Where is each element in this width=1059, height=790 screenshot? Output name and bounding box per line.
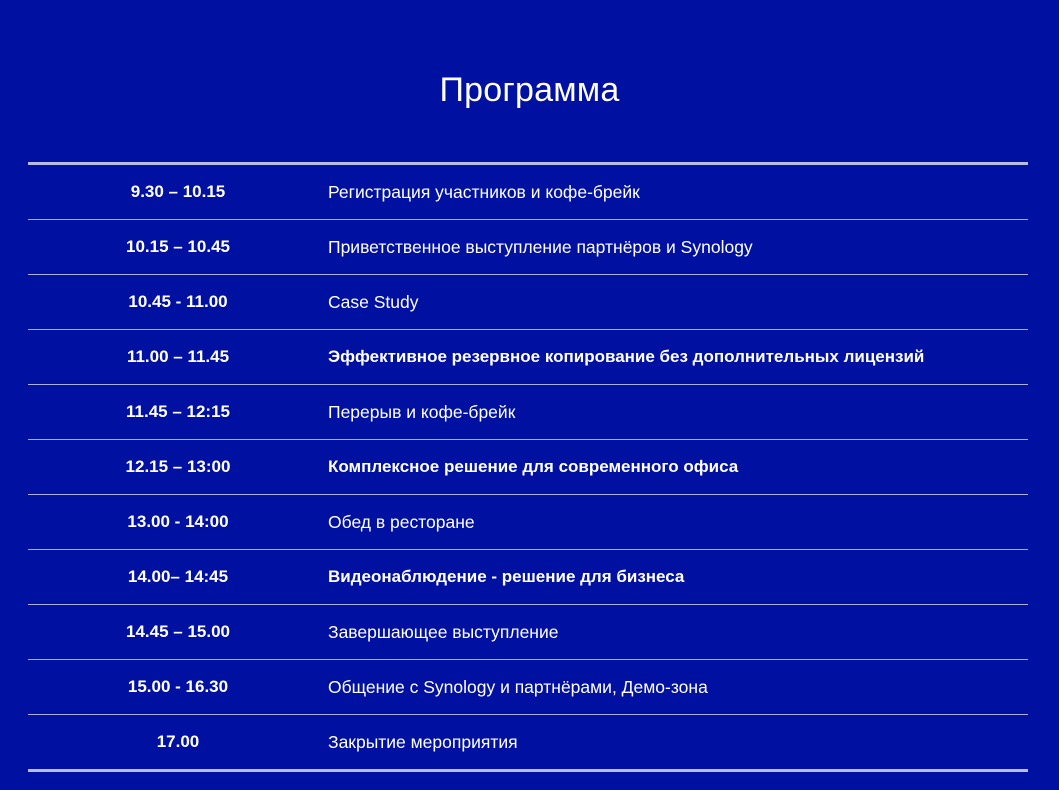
schedule-table: [28, 162, 1028, 772]
schedule-event: Завершающее выступление: [328, 621, 559, 642]
schedule-event: Регистрация участников и кофе-брейк: [328, 181, 640, 202]
schedule-time: 9.30 – 10.15: [130, 182, 226, 201]
schedule-time: 10.15 – 10.45: [126, 237, 230, 256]
schedule-time: 10.45 - 11.00: [128, 292, 228, 311]
schedule-row: [28, 385, 1028, 440]
schedule-time: 11.45 – 12:15: [126, 402, 230, 421]
schedule-row: [28, 275, 1028, 330]
schedule-time: 17.00: [156, 732, 200, 751]
schedule-event: Эффективное резервное копирование без дополнительных лицензий: [328, 347, 925, 366]
schedule-time: 14.45 – 15.00: [126, 622, 230, 641]
schedule-time: 12.15 – 13:00: [125, 457, 231, 476]
schedule-row: [28, 605, 1028, 660]
schedule-row: [28, 440, 1028, 495]
schedule-time: 15.00 - 16.30: [127, 677, 229, 696]
page-title: Программа: [439, 71, 620, 109]
schedule-event: Case Study: [328, 291, 419, 312]
schedule-row: [28, 495, 1028, 550]
schedule-row: [28, 715, 1028, 769]
schedule-event: Видеонаблюдение - решение для бизнеса: [328, 567, 685, 586]
schedule-row: [28, 165, 1028, 220]
schedule-time: 13.00 - 14:00: [127, 512, 229, 531]
schedule-event: Перерыв и кофе-брейк: [328, 401, 516, 422]
schedule-event: Общение с Synology и партнёрами, Демо-зона: [328, 676, 708, 697]
schedule-time: 14.00– 14:45: [127, 567, 229, 586]
schedule-time: 11.00 – 11.45: [126, 347, 230, 366]
schedule-event: Комплексное решение для современного офиса: [328, 457, 739, 476]
schedule-event: Приветственное выступление партнёров и Synology: [328, 236, 753, 257]
schedule-row: [28, 660, 1028, 715]
schedule-row: [28, 220, 1028, 275]
schedule-event: Обед в ресторане: [328, 511, 475, 532]
schedule-event: Закрытие мероприятия: [328, 731, 518, 752]
schedule-row: [28, 330, 1028, 385]
schedule-row: [28, 550, 1028, 605]
